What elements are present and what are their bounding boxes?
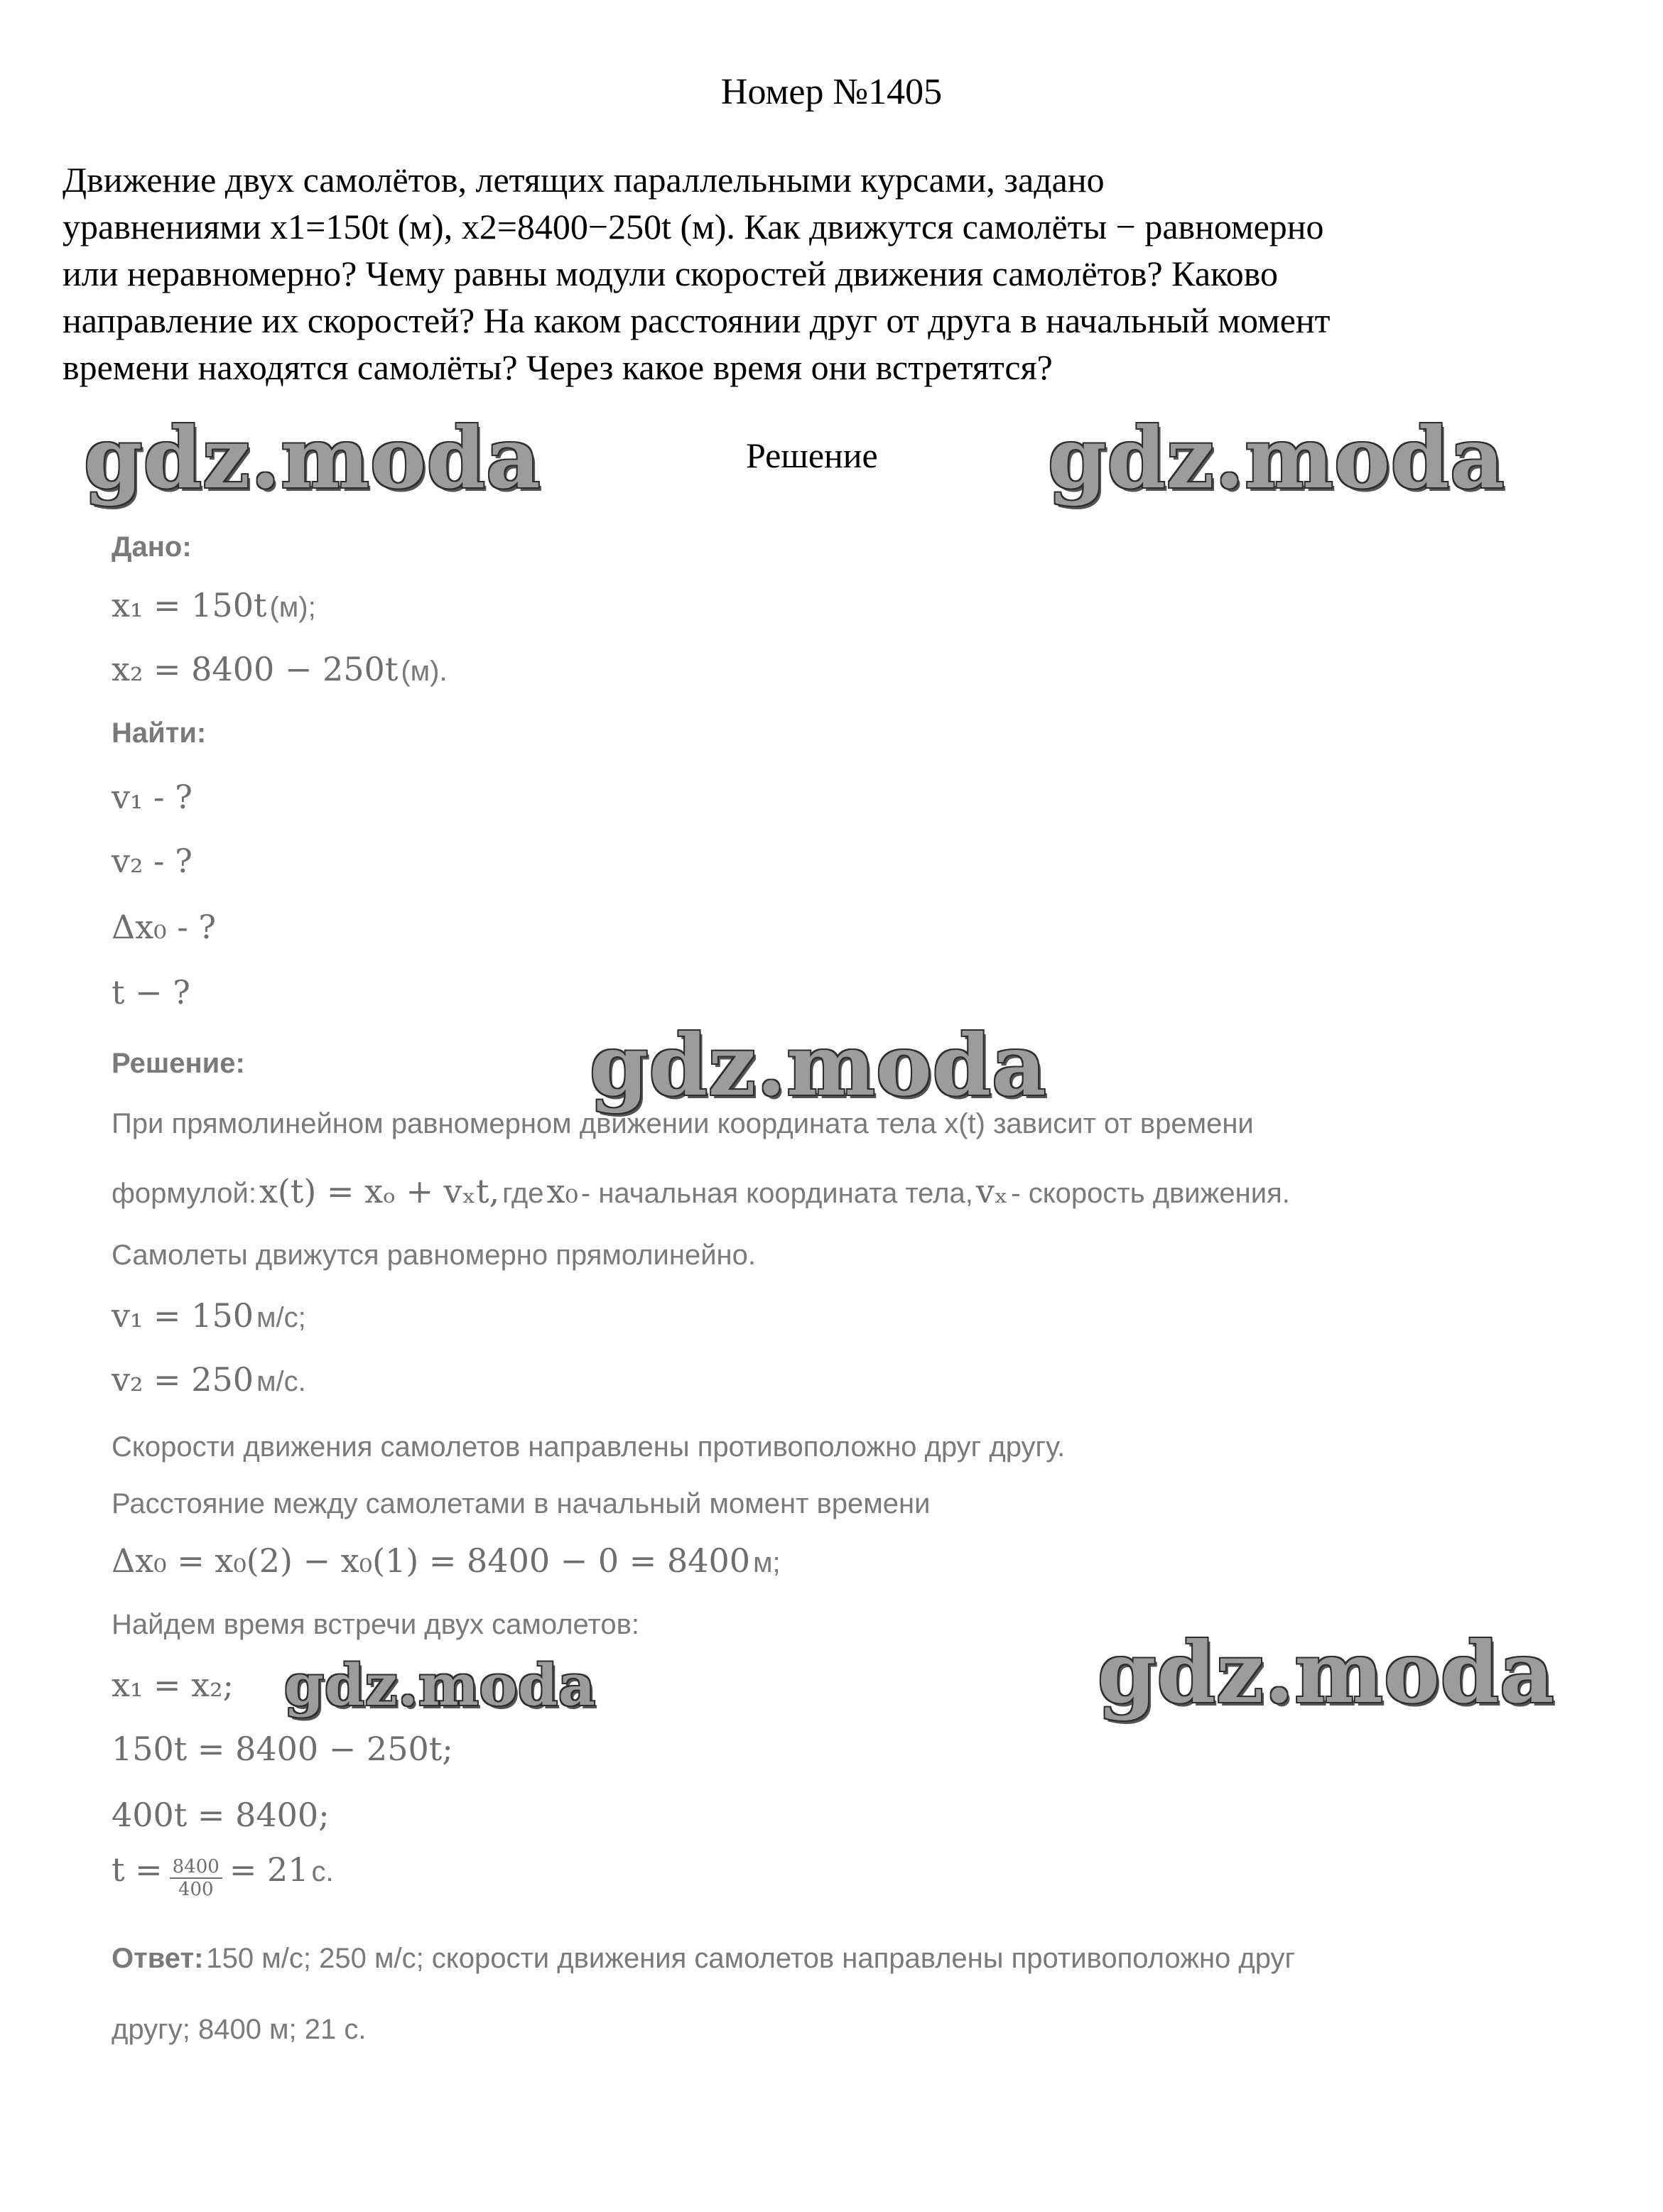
v1-unit: м/с; (256, 1302, 306, 1333)
v1-line (112, 1296, 306, 1335)
problem-line: Движение двух самолётов, летящих параллельными курсами, задано (63, 160, 1105, 200)
solution-text: где (502, 1178, 544, 1209)
watermark: gdz.moda (1048, 408, 1505, 507)
answer-label: Ответ: (112, 1943, 204, 1974)
equation: 150t = 8400 − 250t; (112, 1730, 453, 1768)
dx-equation: Δx₀ = x₀(2) − x₀(1) = 8400 − 0 = 8400 (112, 1541, 751, 1580)
solution-text: При прямолинейном равномерном движении координата тела x(t) зависит от времени (112, 1108, 1254, 1139)
problem-line: или неравномерно? Чему равны модули скоростей движения самолётов? Каково (63, 254, 1279, 293)
find-item: Δx₀ - ? (112, 908, 217, 946)
problem-line: времени находятся самолёты? Через какое время они встретятся? (63, 347, 1053, 387)
answer-text: 150 м/с; 250 м/с; скорости движения самолетов направлены противоположно друг (206, 1943, 1296, 1974)
problem-line: уравнениями x1=150t (м), x2=8400−250t (м). Как движутся самолёты − равномерно (63, 207, 1324, 246)
given-x2-unit: (м). (401, 656, 448, 687)
v1-equation: v₁ = 150 (112, 1296, 254, 1335)
v2-equation: v₂ = 250 (112, 1360, 254, 1399)
solution-text: Найдем время встречи двух самолетов: (112, 1609, 639, 1640)
equation-part: t = (112, 1850, 163, 1889)
solution-text: Расстояние между самолетами в начальный момент времени (112, 1488, 931, 1519)
solution-heading: Решение (746, 435, 878, 475)
solution-formula-line (112, 1172, 1290, 1210)
watermark: gdz.moda (84, 408, 541, 507)
solution-text: - начальная координата тела, (580, 1178, 973, 1209)
solution-text: формулой: (112, 1178, 256, 1209)
given-x2-equation: x₂ = 8400 − 250t (112, 650, 399, 688)
dx-unit: м; (753, 1547, 781, 1578)
v2-line (112, 1360, 306, 1399)
dx-line (112, 1541, 781, 1580)
formula: vₓ (975, 1172, 1009, 1210)
fraction (170, 1856, 222, 1900)
solution-text: Скорости движения самолетов направлены противоположно друг другу. (112, 1431, 1066, 1463)
watermark: gdz.moda (284, 1652, 596, 1718)
find-item: t − ? (112, 973, 190, 1012)
watermark: gdz.moda (590, 1016, 1047, 1115)
problem-line: направление их скоростей? На каком расстоянии друг от друга в начальный момент (63, 300, 1331, 340)
formula: x(t) = xₒ + vₓt, (259, 1172, 500, 1210)
formula: x₀ (546, 1172, 578, 1210)
find-item: v₁ - ? (112, 778, 193, 816)
given-x2 (112, 650, 448, 688)
equation: 400t = 8400; (112, 1796, 330, 1834)
find-item: v₂ - ? (112, 842, 193, 880)
solution-text: Самолеты движутся равномерно прямолинейно. (112, 1240, 756, 1271)
meet-equation: x₁ = x₂; (112, 1666, 234, 1704)
time-equation (112, 1850, 334, 1900)
fraction-numerator: 8400 (170, 1856, 222, 1879)
answer-text: другу; 8400 м; 21 с. (112, 2014, 367, 2045)
v2-unit: м/с. (256, 1366, 306, 1397)
page-title: Номер №1405 (720, 72, 943, 112)
given-x1 (112, 586, 316, 624)
problem-statement (63, 156, 1611, 391)
solution-text: - скорость движения. (1011, 1178, 1290, 1209)
watermark: gdz.moda (1098, 1623, 1555, 1722)
solution-label: Решение: (112, 1048, 245, 1079)
given-x1-equation: x₁ = 150t (112, 586, 267, 624)
fraction-denominator: 400 (178, 1879, 214, 1901)
answer-line (112, 1943, 1295, 1975)
time-unit: с. (311, 1856, 334, 1887)
equation-part: = 21 (229, 1850, 309, 1889)
find-label: Найти: (112, 717, 207, 749)
given-label: Дано: (112, 531, 192, 563)
given-x1-unit: (м); (269, 592, 316, 623)
